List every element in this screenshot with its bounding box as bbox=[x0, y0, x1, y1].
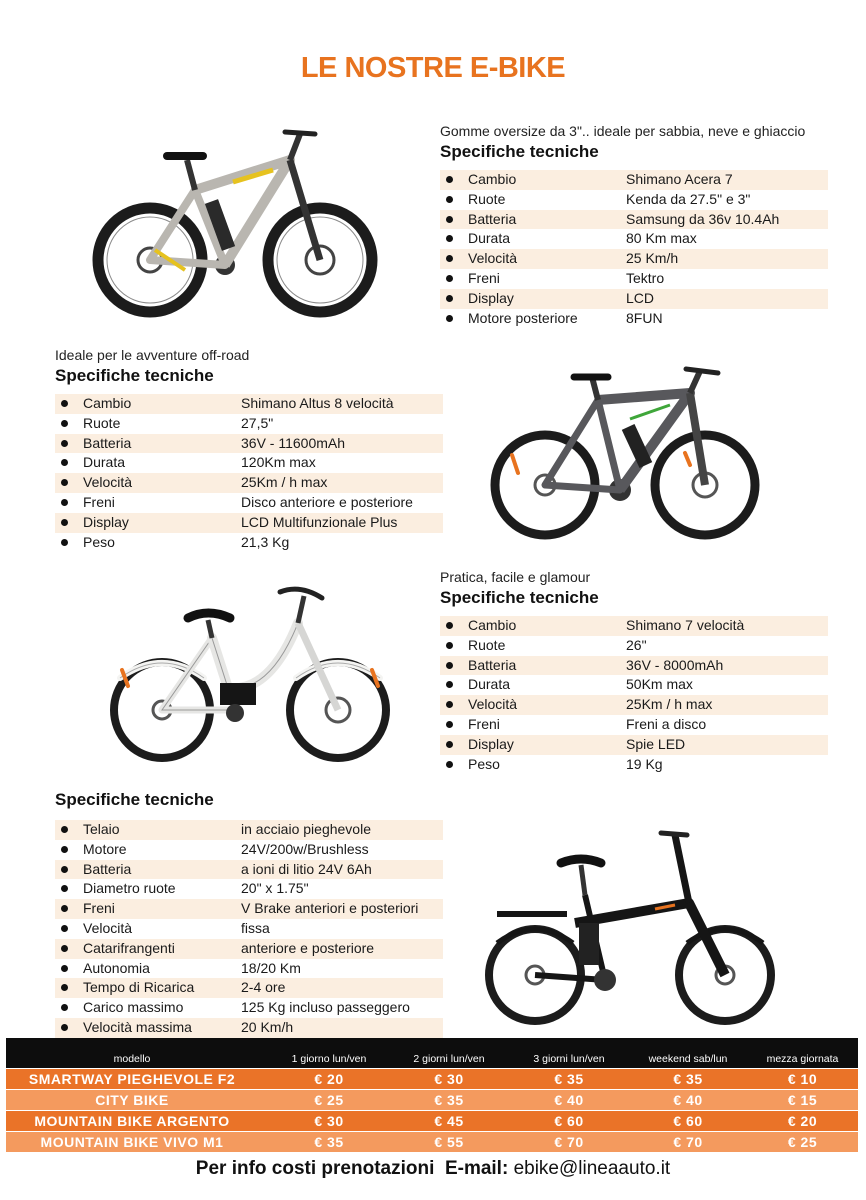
spec-section-vivo-m1 bbox=[55, 346, 443, 552]
bullet-icon bbox=[446, 196, 453, 203]
price-table-header bbox=[6, 1038, 858, 1068]
spec-value: Shimano Altus 8 velocità bbox=[241, 395, 394, 411]
bullet-icon bbox=[61, 1024, 68, 1031]
spec-value: 36V - 8000mAh bbox=[626, 656, 724, 673]
spec-row bbox=[440, 616, 828, 636]
spec-value: 27,5" bbox=[241, 414, 274, 431]
spec-value: a ioni di litio 24V 6Ah bbox=[241, 860, 372, 877]
spec-label: Motore bbox=[83, 840, 127, 857]
spec-value: 25Km / h max bbox=[626, 696, 713, 713]
spec-row bbox=[55, 434, 443, 454]
spec-row bbox=[55, 978, 443, 998]
header-2-giorni: 2 giorni lun/ven bbox=[413, 1053, 485, 1065]
price-cell: € 25 bbox=[787, 1134, 818, 1150]
spec-label: Freni bbox=[468, 269, 500, 286]
spec-value: Shimano Acera 7 bbox=[626, 171, 733, 187]
spec-label: Display bbox=[83, 513, 129, 530]
spec-value: V Brake anteriori e posteriori bbox=[241, 900, 419, 917]
bullet-icon bbox=[446, 642, 453, 649]
table-row bbox=[6, 1089, 858, 1110]
header-mezza-giornata: mezza giornata bbox=[766, 1053, 839, 1065]
bullet-icon bbox=[446, 741, 453, 748]
spec-row bbox=[55, 414, 443, 434]
spec-value: 19 Kg bbox=[626, 755, 663, 772]
bullet-icon bbox=[61, 866, 68, 873]
spec-value: LCD Multifunzionale Plus bbox=[241, 513, 398, 530]
spec-row bbox=[55, 919, 443, 939]
price-cell: € 35 bbox=[434, 1092, 464, 1108]
bullet-icon bbox=[61, 1004, 68, 1011]
spec-row bbox=[55, 860, 443, 880]
spec-value: in acciaio pieghevole bbox=[241, 821, 371, 837]
spec-value: 21,3 Kg bbox=[241, 533, 290, 550]
model-cell: MOUNTAIN BIKE VIVO M1 bbox=[40, 1134, 224, 1150]
bullet-icon bbox=[61, 400, 68, 407]
spec-value: 36V - 11600mAh bbox=[241, 434, 346, 451]
spec-value: Spie LED bbox=[626, 735, 686, 752]
spec-row bbox=[55, 533, 443, 553]
price-cell: € 20 bbox=[314, 1071, 344, 1087]
spec-label: Durata bbox=[468, 230, 511, 247]
spec-title: Specifiche tecniche bbox=[440, 588, 599, 607]
bullet-icon bbox=[446, 622, 453, 629]
spec-value: Tektro bbox=[626, 269, 665, 286]
spec-row bbox=[55, 899, 443, 919]
spec-value: 120Km max bbox=[241, 454, 316, 471]
spec-label: Display bbox=[468, 289, 514, 306]
contact-line bbox=[0, 1158, 866, 1180]
spec-value: 20 Km/h bbox=[241, 1018, 294, 1035]
spec-row bbox=[55, 959, 443, 979]
bullet-icon bbox=[61, 885, 68, 892]
spec-value: 80 Km max bbox=[626, 230, 697, 247]
spec-value: fissa bbox=[241, 919, 270, 936]
spec-row bbox=[440, 269, 828, 289]
spec-label: Velocità massima bbox=[83, 1018, 192, 1035]
spec-label: Freni bbox=[83, 493, 115, 510]
spec-row bbox=[55, 840, 443, 860]
price-cell: € 40 bbox=[554, 1092, 584, 1108]
spec-value: 18/20 Km bbox=[241, 959, 301, 976]
spec-value: LCD bbox=[626, 289, 655, 306]
header-modello: modello bbox=[113, 1053, 151, 1065]
spec-label: Velocità bbox=[468, 696, 518, 713]
mountain-bike-argento-image bbox=[85, 120, 395, 320]
spec-value: Disco anteriore e posteriore bbox=[241, 493, 413, 510]
spec-label: Ruote bbox=[468, 190, 506, 207]
spec-label: Ruote bbox=[468, 636, 506, 653]
spec-label: Cambio bbox=[468, 617, 517, 633]
spec-label: Velocità bbox=[468, 250, 518, 267]
spec-label: Tempo di Ricarica bbox=[83, 979, 195, 996]
price-cell: € 35 bbox=[554, 1071, 584, 1087]
spec-list bbox=[55, 394, 443, 552]
spec-row bbox=[440, 249, 828, 269]
table-row bbox=[6, 1068, 858, 1089]
model-cell: SMARTWAY PIEGHEVOLE F2 bbox=[28, 1071, 236, 1087]
model-cell: MOUNTAIN BIKE ARGENTO bbox=[34, 1113, 230, 1129]
spec-label: Cambio bbox=[83, 395, 132, 411]
spec-row bbox=[55, 820, 443, 840]
spec-label: Durata bbox=[468, 676, 511, 693]
spec-label: Motore posteriore bbox=[468, 309, 578, 326]
spec-label: Batteria bbox=[468, 210, 517, 227]
header-3-giorni: 3 giorni lun/ven bbox=[533, 1053, 605, 1065]
spec-section-smartway-f2 bbox=[55, 788, 443, 1038]
spec-row bbox=[440, 755, 828, 775]
spec-label: Freni bbox=[468, 715, 500, 732]
price-cell: € 20 bbox=[787, 1113, 818, 1129]
spec-value: 26" bbox=[626, 636, 647, 653]
spec-label: Carico massimo bbox=[83, 999, 184, 1016]
price-cell: € 30 bbox=[434, 1071, 464, 1087]
bullet-icon bbox=[446, 681, 453, 688]
spec-value: 25 Km/h bbox=[626, 250, 679, 267]
header-1-giorno: 1 giorno lun/ven bbox=[291, 1053, 367, 1065]
spec-label: Freni bbox=[83, 900, 115, 917]
bullet-icon bbox=[61, 440, 68, 447]
price-cell: € 70 bbox=[554, 1134, 584, 1150]
spec-label: Telaio bbox=[83, 821, 120, 837]
price-cell: € 10 bbox=[787, 1071, 818, 1087]
spec-row bbox=[440, 656, 828, 676]
spec-value: Samsung da 36v 10.4Ah bbox=[626, 210, 780, 227]
spec-list bbox=[55, 820, 443, 1038]
spec-label: Batteria bbox=[83, 860, 132, 877]
spec-label: Durata bbox=[83, 454, 126, 471]
page-title: LE NOSTRE E-BIKE bbox=[300, 52, 566, 84]
spec-row bbox=[440, 289, 828, 309]
spec-label: Autonomia bbox=[83, 959, 150, 976]
spec-value: Kenda da 27.5" e 3" bbox=[626, 190, 751, 207]
spec-row bbox=[440, 715, 828, 735]
bullet-icon bbox=[446, 701, 453, 708]
bullet-icon bbox=[61, 846, 68, 853]
price-cell: € 25 bbox=[314, 1092, 344, 1108]
spec-value: 24V/200w/Brushless bbox=[241, 840, 369, 857]
bullet-icon bbox=[61, 965, 68, 972]
price-cell: € 35 bbox=[314, 1134, 344, 1150]
price-cell: € 45 bbox=[434, 1113, 464, 1129]
price-cell: € 60 bbox=[673, 1113, 703, 1129]
spec-row bbox=[440, 210, 828, 230]
spec-list bbox=[440, 616, 828, 774]
price-cell: € 35 bbox=[673, 1071, 703, 1087]
contact-lead: Per info costi prenotazioni bbox=[195, 1158, 435, 1179]
bullet-icon bbox=[61, 459, 68, 466]
spec-row bbox=[440, 309, 828, 329]
bullet-icon bbox=[61, 945, 68, 952]
spec-value: 20" x 1.75" bbox=[241, 880, 309, 897]
mountain-bike-vivo-m1-image bbox=[480, 355, 770, 550]
spec-label: Velocità bbox=[83, 919, 133, 936]
table-row bbox=[6, 1110, 858, 1131]
spec-section-mountain-argento bbox=[440, 122, 828, 328]
model-cell: CITY BIKE bbox=[95, 1092, 169, 1108]
price-cell: € 70 bbox=[673, 1134, 703, 1150]
bullet-icon bbox=[446, 255, 453, 262]
bullet-icon bbox=[61, 479, 68, 486]
spec-title: Specifiche tecniche bbox=[55, 366, 214, 385]
price-cell: € 55 bbox=[434, 1134, 464, 1150]
bullet-icon bbox=[61, 925, 68, 932]
spec-value: 50Km max bbox=[626, 676, 693, 693]
spec-row bbox=[55, 473, 443, 493]
spec-label: Catarifrangenti bbox=[83, 939, 175, 956]
bullet-icon bbox=[446, 235, 453, 242]
spec-label: Ruote bbox=[83, 414, 121, 431]
spec-section-city-bike bbox=[440, 568, 828, 774]
spec-row bbox=[55, 493, 443, 513]
spec-label: Peso bbox=[83, 533, 115, 550]
spec-row bbox=[55, 998, 443, 1018]
spec-row bbox=[55, 879, 443, 899]
spec-value: 125 Kg incluso passeggero bbox=[241, 999, 410, 1016]
city-bike-image bbox=[100, 578, 400, 768]
bullet-icon bbox=[61, 420, 68, 427]
price-cell: € 15 bbox=[787, 1092, 818, 1108]
spec-label: Peso bbox=[468, 755, 500, 772]
spec-row bbox=[55, 453, 443, 473]
bullet-icon bbox=[61, 499, 68, 506]
bullet-icon bbox=[61, 905, 68, 912]
price-table bbox=[6, 1038, 858, 1152]
spec-row bbox=[55, 394, 443, 414]
bullet-icon bbox=[446, 662, 453, 669]
spec-row bbox=[440, 229, 828, 249]
spec-row bbox=[440, 170, 828, 190]
spec-value: Freni a disco bbox=[626, 715, 707, 732]
price-cell: € 30 bbox=[314, 1113, 344, 1129]
section-tagline: Ideale per le avventure off-road bbox=[55, 347, 250, 363]
spec-label: Cambio bbox=[468, 171, 517, 187]
bullet-icon bbox=[446, 295, 453, 302]
spec-label: Batteria bbox=[83, 434, 132, 451]
section-tagline: Pratica, facile e glamour bbox=[440, 569, 591, 585]
bullet-icon bbox=[446, 275, 453, 282]
bullet-icon bbox=[446, 176, 453, 183]
contact-email-label: E-mail: bbox=[444, 1158, 509, 1179]
bullet-icon bbox=[61, 519, 68, 526]
price-cell: € 40 bbox=[673, 1092, 703, 1108]
spec-value: Shimano 7 velocità bbox=[626, 617, 745, 633]
spec-row bbox=[440, 636, 828, 656]
bullet-icon bbox=[446, 721, 453, 728]
bullet-icon bbox=[446, 761, 453, 768]
spec-row bbox=[440, 675, 828, 695]
smartway-folding-bike-image bbox=[475, 815, 785, 1030]
spec-value: anteriore e posteriore bbox=[241, 939, 375, 956]
spec-label: Diametro ruote bbox=[83, 880, 176, 897]
spec-label: Display bbox=[468, 735, 514, 752]
spec-label: Batteria bbox=[468, 656, 517, 673]
bullet-icon bbox=[446, 216, 453, 223]
bullet-icon bbox=[61, 826, 68, 833]
spec-title: Specifiche tecniche bbox=[440, 142, 599, 161]
section-tagline: Gomme oversize da 3".. ideale per sabbia, neve e ghiaccio bbox=[440, 123, 806, 139]
spec-value: 25Km / h max bbox=[241, 474, 328, 491]
spec-title: Specifiche tecniche bbox=[55, 790, 214, 809]
spec-row bbox=[440, 735, 828, 755]
spec-row bbox=[440, 695, 828, 715]
table-row bbox=[6, 1131, 858, 1152]
spec-list bbox=[440, 170, 828, 328]
spec-row bbox=[55, 1018, 443, 1038]
spec-label: Velocità bbox=[83, 474, 133, 491]
contact-email-link[interactable]: ebike@lineaauto.it bbox=[513, 1158, 671, 1179]
spec-value: 8FUN bbox=[626, 309, 663, 326]
spec-row bbox=[55, 939, 443, 959]
bullet-icon bbox=[61, 539, 68, 546]
spec-row bbox=[440, 190, 828, 210]
spec-value: 2-4 ore bbox=[241, 979, 286, 996]
price-cell: € 60 bbox=[554, 1113, 584, 1129]
bullet-icon bbox=[61, 984, 68, 991]
header-weekend: weekend sab/lun bbox=[648, 1053, 728, 1065]
bullet-icon bbox=[446, 315, 453, 322]
spec-row bbox=[55, 513, 443, 533]
